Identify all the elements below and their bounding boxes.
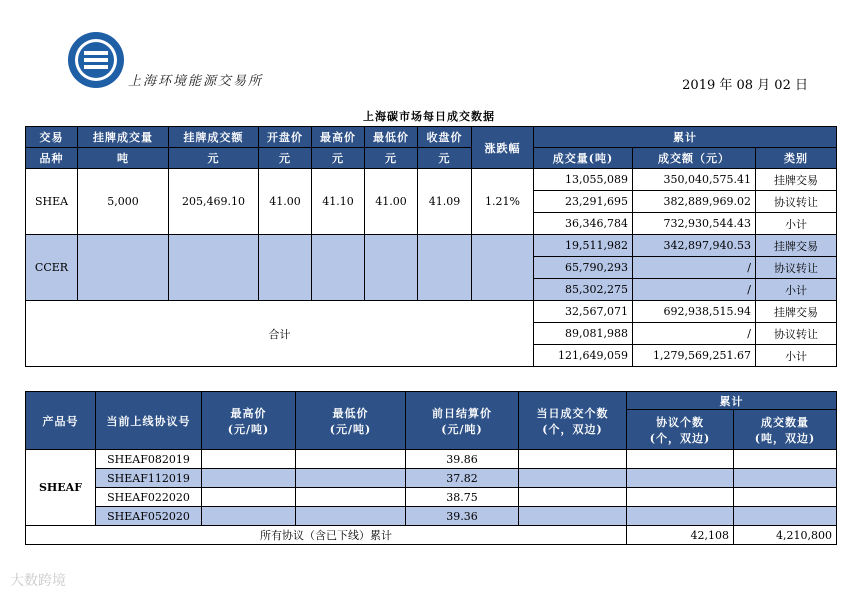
header-unit-yuan: 元 — [169, 148, 259, 169]
total-label: 合计 — [26, 301, 534, 367]
header-cum-amt: 成交额（元） — [633, 148, 756, 169]
cell — [519, 450, 627, 469]
cell: 89,081,988 — [534, 323, 633, 345]
header-contract: 当前上线协议号 — [96, 392, 202, 450]
cell: 小计 — [756, 213, 837, 235]
cell — [472, 235, 534, 301]
cell: 5,000 — [78, 169, 169, 235]
cell — [627, 488, 734, 507]
header-product: 产品号 — [26, 392, 96, 450]
table-row — [26, 235, 837, 257]
cell: 382,889,969.02 — [633, 191, 756, 213]
table-row — [26, 169, 837, 191]
header-change: 涨跌幅 — [472, 127, 534, 169]
header-open: 开盘价 — [259, 127, 312, 148]
cell: 36,346,784 — [534, 213, 633, 235]
header-cum-vol: 成交量(吨) — [534, 148, 633, 169]
cell — [418, 235, 472, 301]
contract-cell: SHEAF022020 — [96, 488, 202, 507]
cell — [519, 507, 627, 526]
cell: 小计 — [756, 279, 837, 301]
header-category: 类别 — [756, 148, 837, 169]
header-low: 最低价 — [365, 127, 418, 148]
product-sheaf: SHEAF — [26, 450, 96, 526]
cell: 挂牌交易 — [756, 301, 837, 323]
cell: 65,790,293 — [534, 257, 633, 279]
cell — [202, 450, 296, 469]
header-listed-vol: 挂牌成交量 — [78, 127, 169, 148]
cell — [296, 507, 406, 526]
cell — [519, 488, 627, 507]
variety-ccer: CCER — [26, 235, 78, 301]
header-cum-count: 协议个数 (个，双边) — [627, 410, 734, 450]
cell — [734, 450, 837, 469]
cell: 协议转让 — [756, 323, 837, 345]
footer-qty: 4,210,800 — [734, 526, 837, 545]
cell: 小计 — [756, 345, 837, 367]
cell: 32,567,071 — [534, 301, 633, 323]
contract-cell: SHEAF112019 — [96, 469, 202, 488]
cell — [627, 469, 734, 488]
header-listed-amt: 挂牌成交额 — [169, 127, 259, 148]
contract-cell: SHEAF082019 — [96, 450, 202, 469]
settle-cell: 39.86 — [406, 450, 519, 469]
contract-cell: SHEAF052020 — [96, 507, 202, 526]
cell: 协议转让 — [756, 191, 837, 213]
header-unit-ton: 吨 — [78, 148, 169, 169]
settle-cell: 38.75 — [406, 488, 519, 507]
cell: 挂牌交易 — [756, 235, 837, 257]
exchange-logo — [66, 30, 126, 90]
cell: 41.00 — [259, 169, 312, 235]
cell — [519, 469, 627, 488]
page-title: 上海碳市场每日成交数据 — [363, 110, 495, 123]
header-unit-yuan: 元 — [259, 148, 312, 169]
table-row — [26, 450, 837, 469]
cell: 1,279,569,251.67 — [633, 345, 756, 367]
cell — [627, 507, 734, 526]
cell: 41.10 — [312, 169, 365, 235]
cell: 1.21% — [472, 169, 534, 235]
header-cumulative: 累计 — [534, 127, 837, 148]
settle-cell: 39.36 — [406, 507, 519, 526]
cell — [296, 450, 406, 469]
cell — [202, 488, 296, 507]
table-row — [26, 526, 837, 545]
header-high: 最高价 — [312, 127, 365, 148]
cell: 692,938,515.94 — [633, 301, 756, 323]
header-low-price: 最低价 (元/吨) — [296, 392, 406, 450]
futures-contract-table — [25, 391, 837, 545]
header-cumulative: 累计 — [627, 392, 837, 410]
cell: 19,511,982 — [534, 235, 633, 257]
cell: 13,055,089 — [534, 169, 633, 191]
header-unit-yuan: 元 — [312, 148, 365, 169]
cell — [734, 488, 837, 507]
cell — [78, 235, 169, 301]
cell: 23,291,695 — [534, 191, 633, 213]
cell: / — [633, 323, 756, 345]
cell: 41.00 — [365, 169, 418, 235]
header-cum-qty: 成交数量 (吨，双边) — [734, 410, 837, 450]
header-trade: 交易 — [26, 127, 78, 148]
table-row — [26, 507, 837, 526]
header-unit-yuan: 元 — [418, 148, 472, 169]
cell — [734, 469, 837, 488]
header-close: 收盘价 — [418, 127, 472, 148]
cell: 342,897,940.53 — [633, 235, 756, 257]
header-variety: 品种 — [26, 148, 78, 169]
cell — [627, 450, 734, 469]
daily-trading-table — [25, 126, 837, 367]
cell: / — [633, 257, 756, 279]
header-high-price: 最高价 (元/吨) — [202, 392, 296, 450]
cell: 85,302,275 — [534, 279, 633, 301]
report-date: 2019 年 08 月 02 日 — [682, 78, 808, 93]
variety-shea: SHEA — [26, 169, 78, 235]
cell: 挂牌交易 — [756, 169, 837, 191]
watermark: 大数跨境 — [10, 573, 66, 589]
cell: 350,040,575.41 — [633, 169, 756, 191]
settle-cell: 37.82 — [406, 469, 519, 488]
cell — [202, 507, 296, 526]
footer-count: 42,108 — [627, 526, 734, 545]
table-row — [26, 301, 837, 323]
cell — [202, 469, 296, 488]
header-settle-price: 前日结算价 (元/吨) — [406, 392, 519, 450]
table-row — [26, 469, 837, 488]
cell — [296, 469, 406, 488]
footer-label: 所有协议（含已下线）累计 — [26, 526, 627, 545]
cell: / — [633, 279, 756, 301]
header-unit-yuan: 元 — [365, 148, 418, 169]
cell: 732,930,544.43 — [633, 213, 756, 235]
cell — [365, 235, 418, 301]
cell: 协议转让 — [756, 257, 837, 279]
cell — [169, 235, 259, 301]
header-day-count: 当日成交个数 (个，双边) — [519, 392, 627, 450]
logo-text: 上海环境能源交易所 — [128, 74, 264, 89]
table-row — [26, 488, 837, 507]
cell — [296, 488, 406, 507]
cell: 41.09 — [418, 169, 472, 235]
cell — [259, 235, 312, 301]
cell — [734, 507, 837, 526]
cell: 121,649,059 — [534, 345, 633, 367]
cell: 205,469.10 — [169, 169, 259, 235]
cell — [312, 235, 365, 301]
